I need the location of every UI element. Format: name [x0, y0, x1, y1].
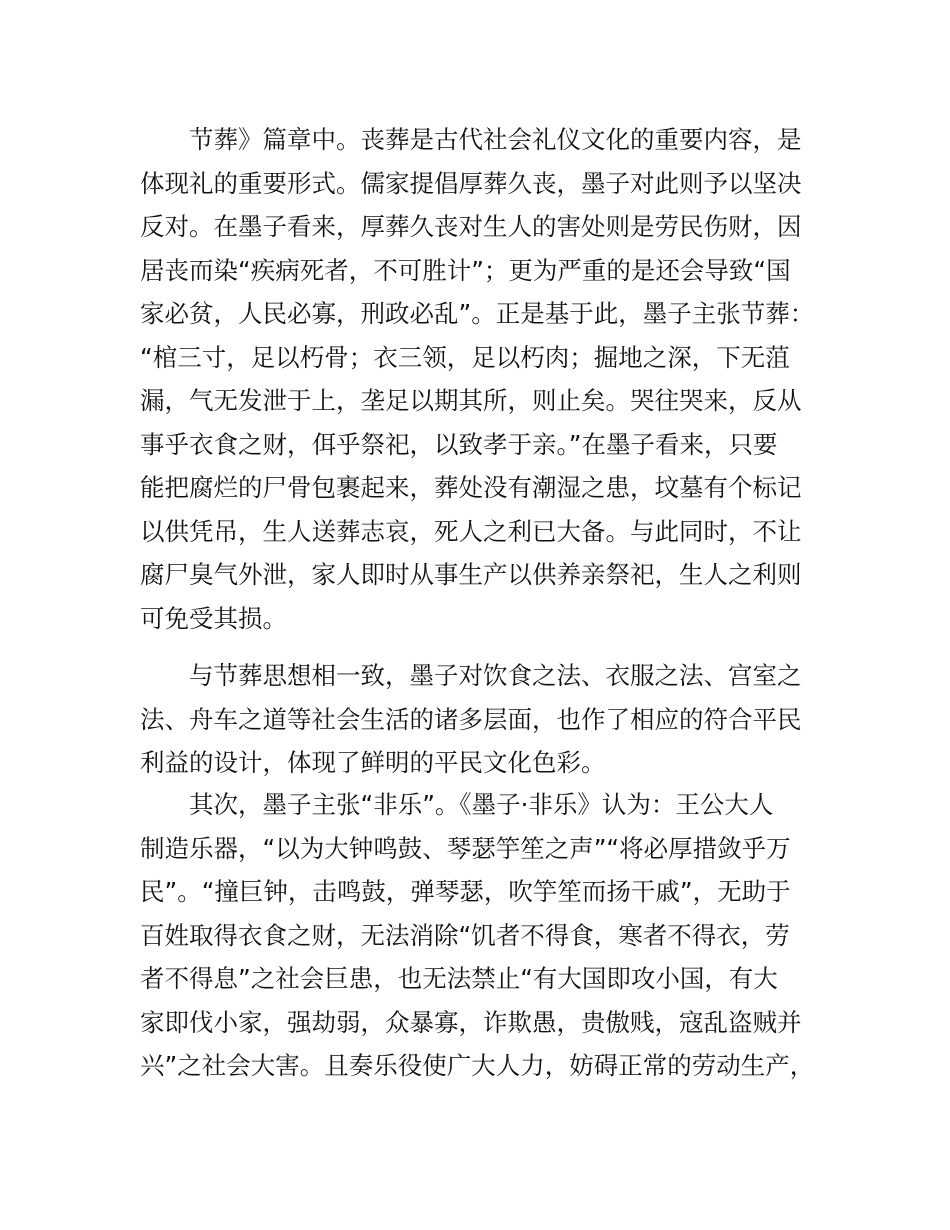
text-line: 与节葬思想相一致，墨子对饮食之法、衣服之法、宫室之	[140, 661, 802, 690]
text-line: 事乎衣食之财，佴乎祭祀，以致孝于亲。”在墨子看来，只要	[140, 429, 778, 459]
text-line: 腐尸臭气外泄，家人即时从事生产以供养亲祭祀，生人之利则	[140, 560, 802, 589]
text-line: 家即伐小家，强劫弱，众暴寡，诈欺愚，贵傲贱，寇乱盗贼并	[140, 1007, 802, 1037]
text-line: 家必贫，人民必寡，刑政必乱”。正是基于此，墨子主张节葬：	[140, 299, 815, 328]
paragraph-jiezang	[140, 118, 840, 640]
text-line: 居丧而染“疾病死者，不可胜计”；更为严重的是还会导致“国	[140, 255, 791, 285]
text-line: 以供凭吊，生人送葬志哀，死人之利已大备。与此同时，不让	[140, 516, 802, 546]
text-line: 百姓取得衣食之财，无法消除“饥者不得食，寒者不得衣，劳	[140, 920, 790, 950]
text-line: 民”。“撞巨钟，击鸣鼓，弹琴瑟，吹竽笙而扬干戚”，无助于	[140, 877, 791, 906]
text-line: “棺三寸，足以朽骨；衣三领，足以朽肉；掘地之深，下无菹	[140, 342, 790, 372]
text-line: 其次，墨子主张“非乐”。《墨子·非乐》认为：王公大人	[140, 790, 774, 819]
text-line: 漏，气无发泄于上，垄足以期其所，则止矣。哭往哭来，反从	[140, 386, 802, 415]
text-line: 者不得息”之社会巨患，也无法禁止“有大国即攻小国，有大	[140, 964, 778, 993]
text-line: 能把腐烂的尸骨包裹起来，葬处没有潮湿之患，坟墓有个标记	[140, 473, 802, 502]
paragraph-pingmin	[140, 654, 840, 785]
text-line: 法、舟车之道等社会生活的诸多层面，也作了相应的符合平民	[140, 704, 802, 734]
text-line: 反对。在墨子看来，厚葬久丧对生人的害处则是劳民伤财，因	[140, 212, 802, 241]
text-line: 体现礼的重要形式。儒家提倡厚葬久丧，墨子对此则予以坚决	[140, 168, 802, 198]
text-line: 制造乐器，“以为大钟鸣鼓、琴瑟竽笙之声”“将必厚措敛乎万	[140, 833, 791, 863]
paragraph-feiyue	[140, 783, 840, 1088]
text-line: 利益的设计，体现了鲜明的平民文化色彩。	[140, 748, 606, 777]
text-line: 节葬》篇章中。丧葬是古代社会礼仪文化的重要内容，是	[140, 125, 802, 154]
text-line: 可免受其损。	[140, 603, 287, 633]
text-line: 兴”之社会大害。且奏乐役使广大人力，妨碍正常的劳动生产，	[140, 1051, 815, 1080]
